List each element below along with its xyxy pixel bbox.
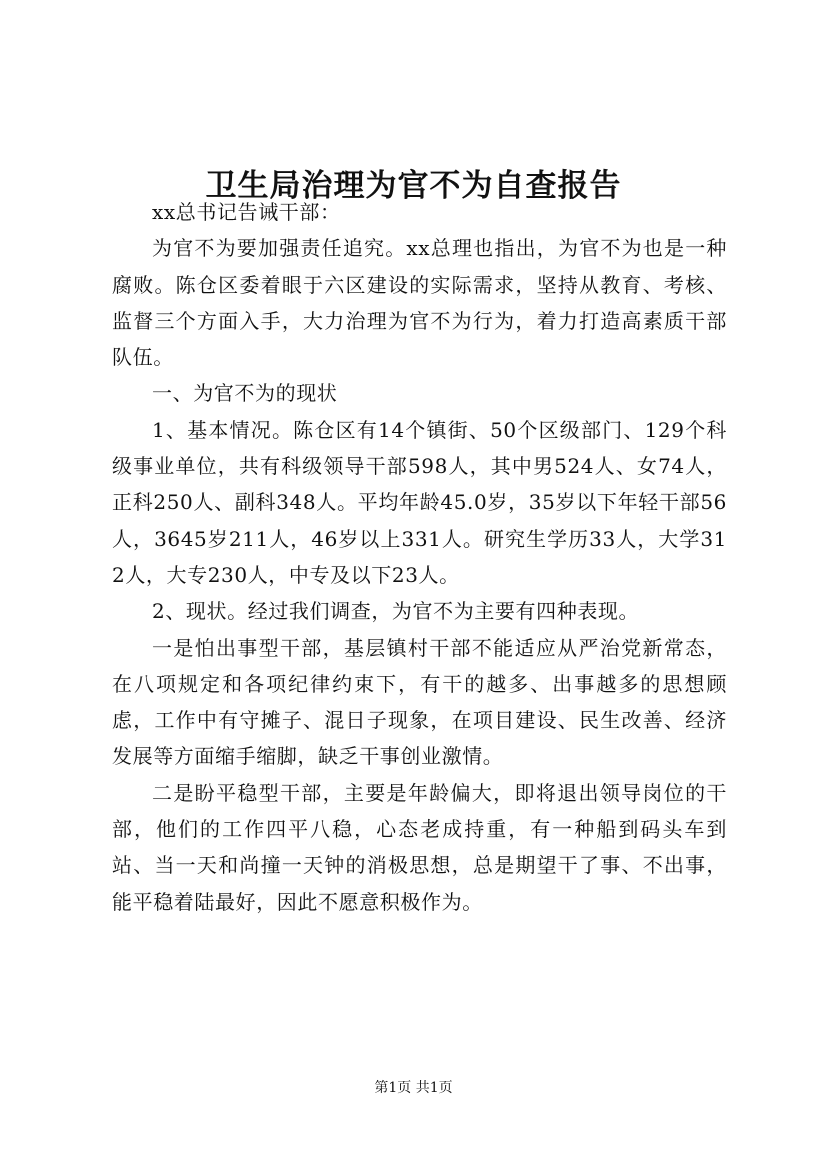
section-heading: 一、为官不为的现状 [152, 381, 338, 406]
document-body [112, 194, 727, 920]
paragraph-basic-situation: 1、基本情况。陈仓区有14个镇街、50个区级部门、129个科级事业单位，共有科级领导干部598人，其中男524人、女74人，正科250人、副科348人。平均年龄45.0岁，35岁以下年轻干部56人，3645岁211人，46岁以上331人。研究生学历33人，大学312人，大专230人，中专及以下23人。 [112, 417, 727, 587]
paragraph-intro: 为官不为要加强责任追究。xx总理也指出，为官不为也是一种腐败。陈仓区委着眼于六区建设的实际需求，坚持从教育、考核、监督三个方面入手，大力治理为官不为行为，着力打造高素质干部队伍。 [112, 236, 727, 370]
paragraph-status: 2、现状。经过我们调查，为官不为主要有四种表现。 [152, 599, 640, 624]
paragraph-type-one: 一是怕出事型干部，基层镇村干部不能适应从严治党新常态，在八项规定和各项纪律约束下，有干的越多、出事越多的思想顾虑，工作中有守摊子、混日子现象，在项目建设、民生改善、经济发展等方面缩手缩脚，缺乏干事创业激情。 [112, 635, 727, 769]
document-title: 卫生局治理为官不为自查报告 [205, 167, 622, 204]
paragraph-salutation: xx总书记告诫干部： [152, 200, 341, 224]
paragraph-type-two: 二是盼平稳型干部，主要是年龄偏大，即将退出领导岗位的干部，他们的工作四平八稳，心态老成持重，有一种船到码头车到站、当一天和尚撞一天钟的消极思想，总是期望干了事、不出事，能平稳着陆最好，因此不愿意积极作为。 [112, 780, 727, 914]
page-number-footer: 第1页 共1页 [374, 1080, 453, 1096]
